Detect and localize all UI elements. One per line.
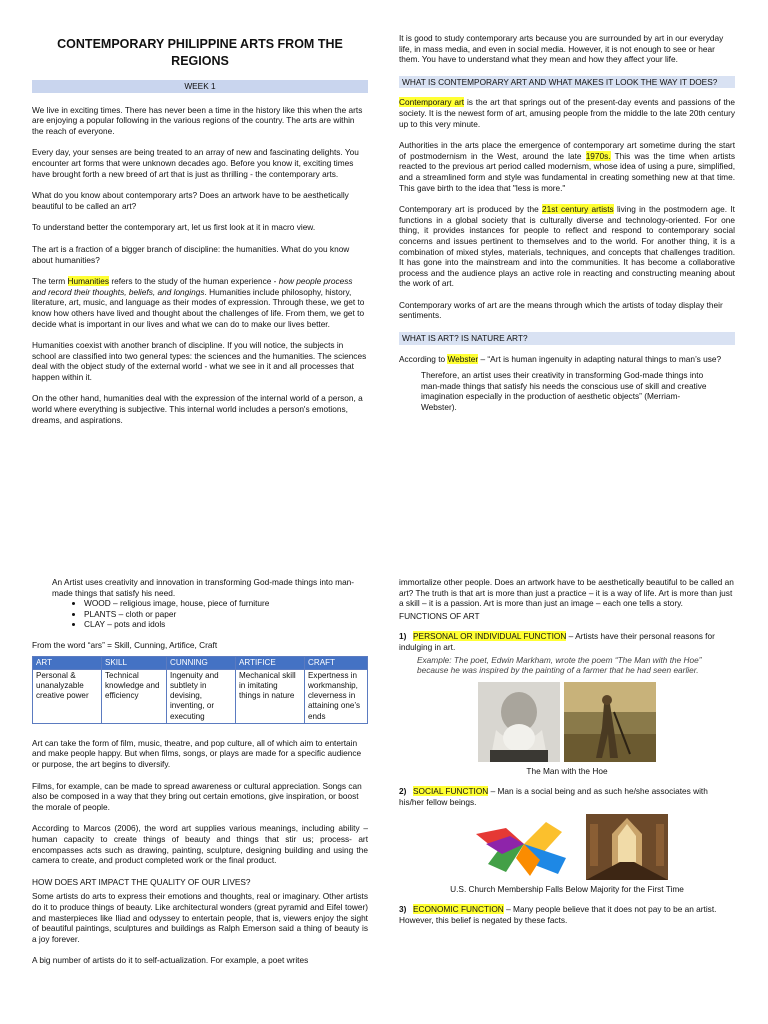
page1-right-column [399,33,735,424]
paragraph: Contemporary art is produced by the 21st century artists living in the postmodern age. It functions in a global society that is culturally diverse and technology-oriented. For one thing, it provides instances for people to reflect and respond to contemporary social concerns and issues pertinent to themselves and to the world. For another thing, it is a combination of mixed styles, materials, techniques, and concepts that challenges tradition. It has gone into the mainstream and into the communities. It has become a collaborative process and the audience plays an active role in reacting and constructing meaning about the work of art. [399,204,735,289]
image-caption: The Man with the Hoe [526,765,608,776]
paragraph: According to Marcos (2006), the word art supplies various meanings, including ability – human capacity to create things of beauty and things that stir us; process- art encompasses acts such as drawing, painting, sculpture, designing building and using the camera to create, and product completed work or the final product. [32,823,368,866]
function-item-economic: 3) ECONOMIC FUNCTION – Many people believe that it does not pay to be an artist. However, this belief is negated by these facts. [399,904,717,925]
image-caption: U.S. Church Membership Falls Below Majority for the First Time [450,883,684,894]
humanities-paragraph: The term Humanities refers to the study of the human experience - how people process and record their thoughts, beliefs, and longings. Humanities include philosophy, history, literature, art, music, and language as their modes of expression. Through these, we get to know how others have lived and thought about the challenges of life. From them, we get to decide what is important in our lives and what we can do to make our lives better. [32,276,365,329]
portrait-image [478,682,560,762]
paragraph: Art can take the form of film, music, theatre, and pop culture, all of which aim to entertain and make people happy. But when films, songs, or plays are made for a specific audience or purpose, the art begins to diversify. [32,737,362,769]
church-interior-image [586,814,668,880]
paragraph: We live in exciting times. There has never been a time in the history like this when the arts are enjoying a popular following in the various regions of the country. The arts are within the reach of everyone. [32,104,363,136]
linked-hands-image [466,814,582,880]
highlight-contemporary-art: Contemporary art [399,97,465,108]
social-function-images [399,814,735,880]
table-header: ARTIFICE [236,656,305,669]
paragraph: An Artist uses creativity and innovation in transforming God-made things into man-made things that satisfy his need. [52,577,355,598]
page2-left-column [32,577,368,977]
highlight-1970s: 1970s. [585,150,611,161]
paragraph: Contemporary art is the art that springs out of the present-day events and passions of the society. It is the newest form of art, amusing people from the middle to the late 20th century up to this very minute. [399,97,736,129]
paragraph: immortalize other people. Does an artwork have to be aesthetically beautiful to be called an art? The truth is that art is more than just a practice – it is a way of life. Art is more than just a skill – it is a passion. Art is more than just an image – each one tells a story. [399,577,734,609]
paragraph: Contemporary works of art are the means through which the artists of today display their sentiments. [399,299,723,321]
farmer-painting-image [564,682,656,762]
table-cell: Technical knowledge and efficiency [102,669,167,723]
table-cell: Expertness in workmanship, cleverness in attaining one’s ends [305,669,368,723]
week-banner: WEEK 1 [32,80,368,93]
highlight-personal-function: PERSONAL OR INDIVIDUAL FUNCTION [413,631,567,642]
page2-right-column [399,577,735,927]
list-item: • CLAY – pots and idols [84,619,368,630]
function-item-social: 2) SOCIAL FUNCTION – Man is a social being and as such he/she associates with his/her fellow beings. [399,786,708,807]
section-heading: HOW DOES ART IMPACT THE QUALITY OF OUR LIVES? [32,876,251,887]
quote-block: Therefore, an artist uses their creativity in transforming God-made things into man-made things that satisfy his needs the conscious use of skill and creative imagination especially in the production of aesthetic objects” (Merriam-Webster). [421,370,707,413]
paragraph: According to Webster – “Art is human ingenuity in adapting natural things to man’s use? [399,353,722,364]
list-item: • PLANTS – cloth or paper [84,609,368,620]
table-row [33,669,368,723]
paragraph: To understand better the contemporary art, let us first look at it in macro view. [32,222,316,233]
table-cell: Ingenuity and subtlety in devising, inventing, or executing [167,669,236,723]
section-heading: WHAT IS CONTEMPORARY ART AND WHAT MAKES IT LOOK THE WAY IT DOES? [399,76,735,89]
table-header: SKILL [102,656,167,669]
highlight-economic-function: ECONOMIC FUNCTION [413,904,504,915]
function-item-personal: 1) PERSONAL OR INDIVIDUAL FUNCTION – Artists have their personal reasons for indulging in art. [399,631,715,652]
material-list [32,598,368,630]
paragraph: A big number of artists do it to self-actualization. For example, a poet writes [32,955,309,966]
highlight-webster: Webster [447,353,479,364]
section-heading: FUNCTIONS OF ART [399,610,480,621]
paragraph: Some artists do arts to express their emotions and thoughts, real or imaginary. Other artists do it to produce things of beauty. Like architectural wonders (great pyramid and Eifel tower) and masterpieces like Iliad and odyssey to entertain people, that is, viewers enjoy the sight of beautiful paintings, sculptures and buildings as Ralph Emerson said a thing of beauty is a joy forever. [32,891,368,944]
paragraph: On the other hand, humanities deal with the expression of the internal world of a person, a world where everything is subjective. This internal world includes a person's emotions, dreams, and aspirations. [32,393,363,425]
man-with-hoe-images [399,682,735,762]
page1-left-column [32,36,368,436]
section-heading: WHAT IS ART? IS NATURE ART? [399,332,735,345]
table-cell: Mechanical skill in imitating things in nature [236,669,305,723]
paragraph: It is good to study contemporary arts because you are surrounded by art in our everyday life, in mass media, and even in social media. However, it is not enough to see or hear them. You have to understand what they mean and how they affect your life. [399,33,724,65]
paragraph: The art is a fraction of a bigger branch of discipline: the humanities. What do you know about humanities? [32,243,350,265]
paragraph: Authorities in the arts place the emergence of contemporary art sometime during the start of postmodernism in the West, around the late 1970s. This was the time when artists reacted to the previous art period called modernism, whose idea of using a pure, simplified, and a streamlined form and style was fundamental in creating something new at that time. This gave birth to the idea that "less is more." [399,140,735,193]
highlight-humanities: Humanities [67,276,110,287]
paragraph: Films, for example, can be made to spread awareness or cultural appreciation. Songs can also be composed in a way that they bring out certain emotions, give inspiration, or boost the morale of people. [32,780,362,812]
table-header-row [33,656,368,669]
page-title: CONTEMPORARY PHILIPPINE ARTS FROM THE REGIONS [57,37,343,68]
table-header: ART [33,656,102,669]
ars-table [32,656,368,724]
paragraph: What do you know about contemporary arts? Does an artwork have to be aesthetically beautiful to be called an art? [32,190,349,211]
paragraph: From the word “ars” = Skill, Cunning, Artifice, Craft [32,639,218,650]
highlight-21st-century: 21st century artists [542,204,614,215]
table-cell: Personal & unanalyzable creative power [33,669,102,723]
paragraph: Humanities coexist with another branch of discipline. If you will notice, the subjects in school are classified into two general types: the sciences and the humanities. The sciences deal with the object study of the external world - what we see in it and all processes that happen within it. [32,340,367,382]
highlight-social-function: SOCIAL FUNCTION [413,786,489,797]
list-item: • WOOD – religious image, house, piece of furniture [84,598,368,609]
example-text: Example: The poet, Edwin Markham, wrote the poem “The Man with the Hoe” because he was inspired by the painting of a farmer that he had seen earlier. [417,654,702,676]
table-header: CRAFT [305,656,368,669]
table-header: CUNNING [167,656,236,669]
paragraph: Every day, your senses are being treated to an array of new and fascinating delights. You encounter art forms that were unknown decades ago. Before you know it, exciting times have brought forth a new breed of art that is just as thrilling - the contemporary arts. [32,147,359,179]
